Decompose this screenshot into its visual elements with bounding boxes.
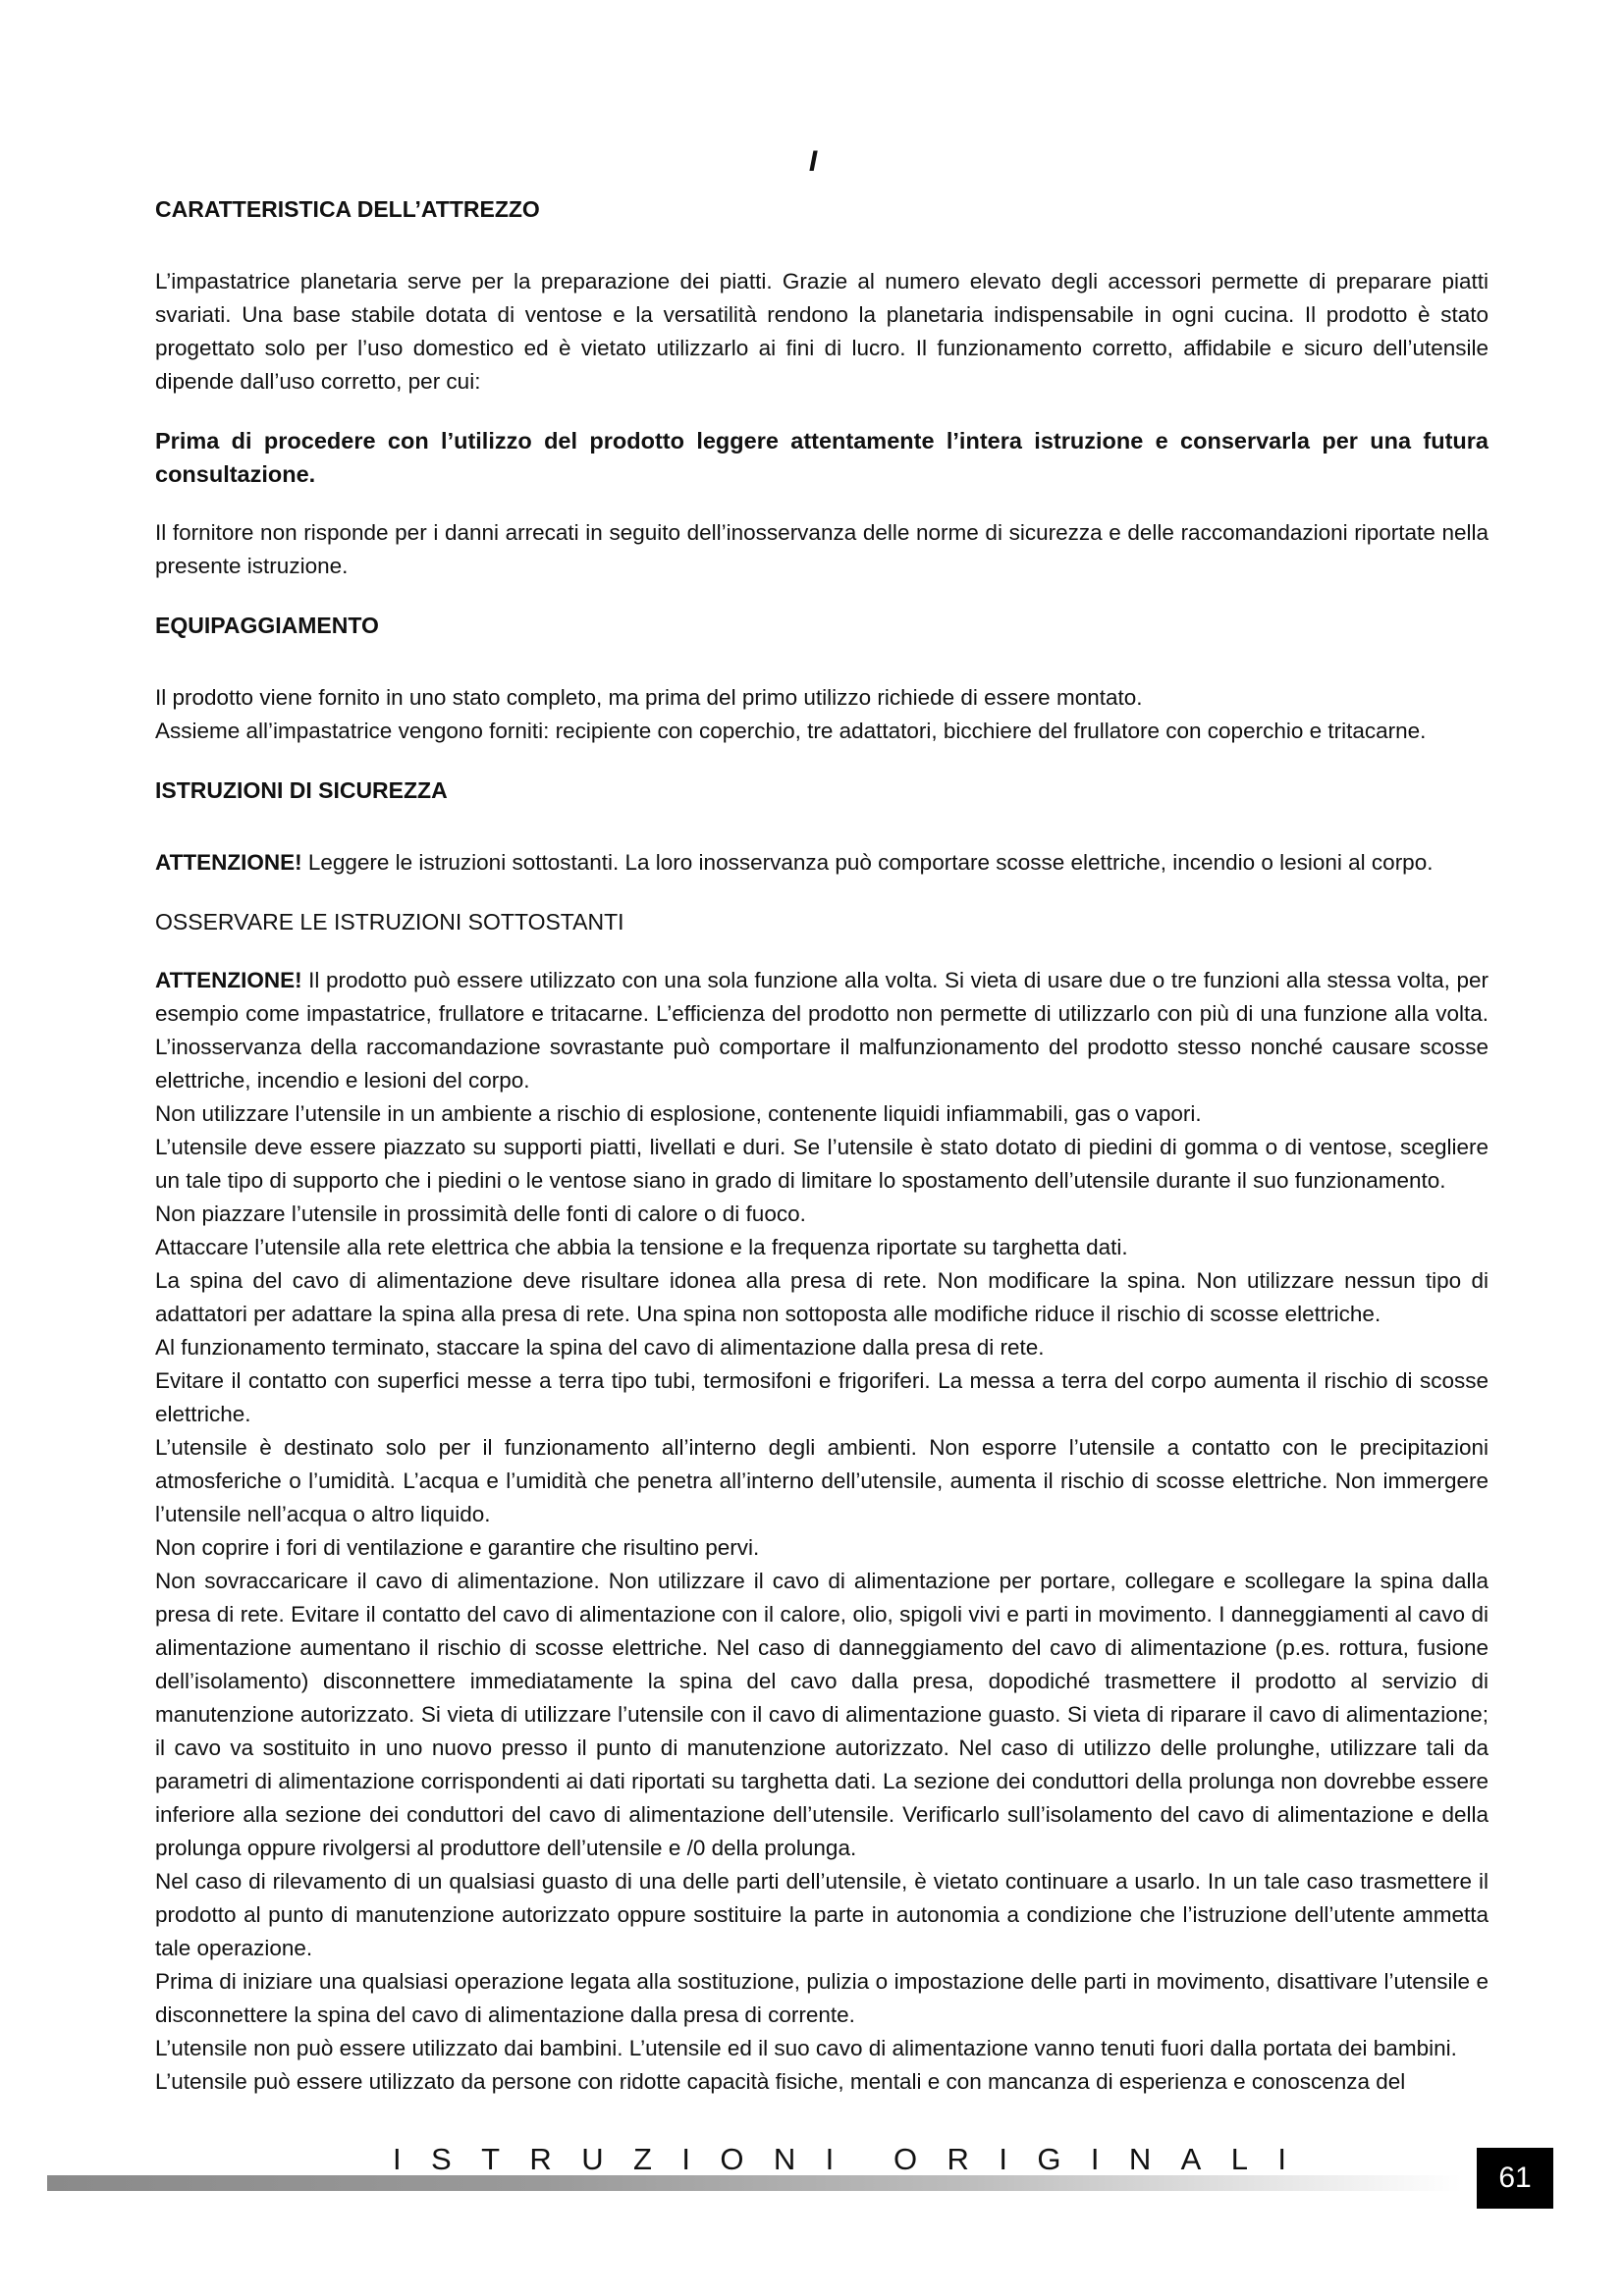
- paragraph-equipaggiamento-2: Assieme all’impastatrice vengono forniti: recipiente con coperchio, tre adattatori, bicchiere del frullatore con coperchio e tritacarne.: [155, 719, 1427, 743]
- paragraph-attention-1: [155, 846, 1489, 880]
- safety-item: L’utensile deve essere piazzato su supporti piatti, livellati e duri. Se l’utensile è stato dotato di piedini di gomma o di ventose, scegliere un tale tipo di supporto che i piedini o le ventose siano in grado di limitare lo spostamento dell’utensile durante il suo funzionamento.: [155, 1135, 1489, 1193]
- section-heading-sicurezza: ISTRUZIONI DI SICUREZZA: [155, 777, 448, 803]
- warning-read-instructions: Prima di procedere con l’utilizzo del prodotto leggere attentamente l’intera istruzione e conservarla per una futura consultazione.: [155, 428, 1489, 487]
- safety-item: L’utensile può essere utilizzato da persone con ridotte capacità fisiche, mentali e con mancanza di esperienza e conoscenza del: [155, 2069, 1406, 2094]
- footer-letter: I: [1090, 2142, 1100, 2176]
- safety-item: Al funzionamento terminato, staccare la spina del cavo di alimentazione dalla presa di rete.: [155, 1335, 1045, 1360]
- footer-letter: I: [393, 2142, 402, 2176]
- safety-item: Prima di iniziare una qualsiasi operazione legata alla sostituzione, pulizia o impostazione delle parti in movimento, disattivare l’utensile e disconnettere la spina del cavo di alimentazione dalla presa di corrente.: [155, 1969, 1489, 2027]
- footer-letter: L: [1230, 2142, 1248, 2176]
- attention-text: Il prodotto può essere utilizzato con una sola funzione alla volta. Si vieta di usare due o tre funzioni alla stessa volta, per esempio come impastatrice, frullatore e tritacarne. L’efficienza del prodotto non permette di utilizzarlo con più di una funzione alla volta. L’inosservanza della raccomandazione sovrastante può comportare il malfunzionamento del prodotto stesso nonché causare scosse elettriche, incendio e lesioni del corpo.: [155, 968, 1489, 1093]
- footer-letter: N: [773, 2142, 796, 2176]
- safety-item: Non piazzare l’utensile in prossimità delle fonti di calore o di fuoco.: [155, 1201, 806, 1226]
- safety-item: Non sovraccaricare il cavo di alimentazione. Non utilizzare il cavo di alimentazione per portare, collegare e scollegare la spina dalla presa di rete. Evitare il contatto del cavo di alimentazione con il calore, olio, spigoli vivi e parti in movimento. I danneggiamenti al cavo di alimentazione aumentano il rischio di scosse elettriche. Nel caso di danneggiamento del cavo di alimentazione (p.es. rottura, fusione dell’isolamento) disconnettere immediatamente la spina del cavo dalla presa, dopodiché trasmettere il prodotto al servizio di manutenzione autorizzato. Si vieta di utilizzare l’utensile con il cavo di alimentazione guasto. Si vieta di riparare il cavo di alimentazione; il cavo va sostituito in uno nuovo presso il punto di manutenzione autorizzato. Nel caso di utilizzo delle prolunghe, utilizzare tali da parametri di alimentazione corrispondenti ai dati riportati su targhetta dati. La sezione dei conduttori della prolunga non dovrebbe essere inferiore alla sezione dei conduttori del cavo di alimentazione dell’utensile. Verificarlo sull’isolamento del cavo di alimentazione e della prolunga oppure rivolgersi al produttore dell’utensile e /0 della prolunga.: [155, 1569, 1489, 1860]
- safety-item: Attaccare l’utensile alla rete elettrica che abbia la tensione e la frequenza riportate su targhetta dati.: [155, 1235, 1128, 1259]
- footer-letter: T: [481, 2142, 501, 2176]
- safety-item: Evitare il contatto con superfici messe a terra tipo tubi, termosifoni e frigoriferi. La messa a terra del corpo aumenta il rischio di scosse elettriche.: [155, 1368, 1489, 1426]
- safety-item: Nel caso di rilevamento di un qualsiasi guasto di una delle parti dell’utensile, è vietato continuare a usarlo. In un tale caso trasmettere il prodotto al punto di manutenzione autorizzato oppure sostituire la parte in autonomia a condizione che l’istruzione dell’utente ammetta tale operazione.: [155, 1869, 1489, 1960]
- page-content: [155, 192, 1489, 2099]
- attention-label: ATTENZIONE!: [155, 850, 302, 875]
- footer-letter: O: [893, 2142, 918, 2176]
- footer-letter: Z: [632, 2142, 652, 2176]
- safety-item: Non coprire i fori di ventilazione e garantire che risultino pervi.: [155, 1535, 760, 1560]
- footer-letter: U: [581, 2142, 604, 2176]
- safety-items: [155, 1097, 1489, 2099]
- footer-letter: G: [1037, 2142, 1061, 2176]
- paragraph-equipaggiamento-1: Il prodotto viene fornito in uno stato completo, ma prima del primo utilizzo richiede di essere montato.: [155, 685, 1143, 710]
- paragraph-disclaimer: Il fornitore non risponde per i danni arrecati in seguito dell’inosservanza delle norme di sicurezza e delle raccomandazioni riportate nella presente istruzione.: [155, 520, 1489, 578]
- section-heading-caratteristica: CARATTERISTICA DELL’ATTREZZO: [155, 196, 540, 222]
- section-heading-equipaggiamento: EQUIPAGGIAMENTO: [155, 613, 379, 638]
- attention-label: ATTENZIONE!: [155, 968, 302, 992]
- footer-letter: I: [1277, 2142, 1286, 2176]
- safety-item: La spina del cavo di alimentazione deve risultare idonea alla presa di rete. Non modificare la spina. Non utilizzare nessun tipo di adattatori per adattare la spina alla presa di rete. Una spina non sottoposta alle modifiche riduce il rischio di scosse elettriche.: [155, 1268, 1489, 1326]
- footer-bar: [47, 2175, 1461, 2191]
- footer-letter: A: [1180, 2142, 1202, 2176]
- footer-letter: O: [720, 2142, 744, 2176]
- paragraph-attention-2: [155, 964, 1489, 1097]
- safety-item: L’utensile è destinato solo per il funzionamento all’interno degli ambienti. Non esporre l’utensile a contatto con le precipitazioni atmosferiche o l’umidità. L’acqua e l’umidità che penetra all’interno dell’utensile, aumenta il rischio di scosse elettriche. Non immergere l’utensile nell’acqua o altro liquido.: [155, 1435, 1489, 1526]
- footer-letter: I: [999, 2142, 1007, 2176]
- footer-letter: N: [1128, 2142, 1152, 2176]
- footer-letter: R: [947, 2142, 969, 2176]
- footer-letter: S: [431, 2142, 452, 2176]
- language-mark: I: [808, 145, 818, 178]
- observe-heading: OSSERVARE LE ISTRUZIONI SOTTOSTANTI: [155, 909, 624, 934]
- attention-text: Leggere le istruzioni sottostanti. La loro inosservanza può comportare scosse elettriche, incendio o lesioni al corpo.: [301, 850, 1434, 875]
- footer-letter: R: [529, 2142, 552, 2176]
- paragraph-caratteristica: L’impastatrice planetaria serve per la preparazione dei piatti. Grazie al numero elevato degli accessori permette di preparare piatti svariati. Una base stabile dotata di ventose e la versatilità rendono la planetaria indispensabile in ogni cucina. Il prodotto è stato progettato solo per l’uso domestico ed è vietato utilizzarlo ai fini di lucro. Il funzionamento corretto, affidabile e sicuro dell’utensile dipende dall’uso corretto, per cui:: [155, 269, 1489, 394]
- safety-item: L’utensile non può essere utilizzato dai bambini. L’utensile ed il suo cavo di alimentazione vanno tenuti fuori dalla portata dei bambini.: [155, 2036, 1457, 2060]
- page-number: 61: [1477, 2148, 1553, 2209]
- footer-letter: I: [825, 2142, 835, 2176]
- footer-letter: I: [681, 2142, 690, 2176]
- footer-title: [393, 2142, 1286, 2177]
- safety-item: Non utilizzare l’utensile in un ambiente a rischio di esplosione, contenente liquidi infiammabili, gas o vapori.: [155, 1101, 1202, 1126]
